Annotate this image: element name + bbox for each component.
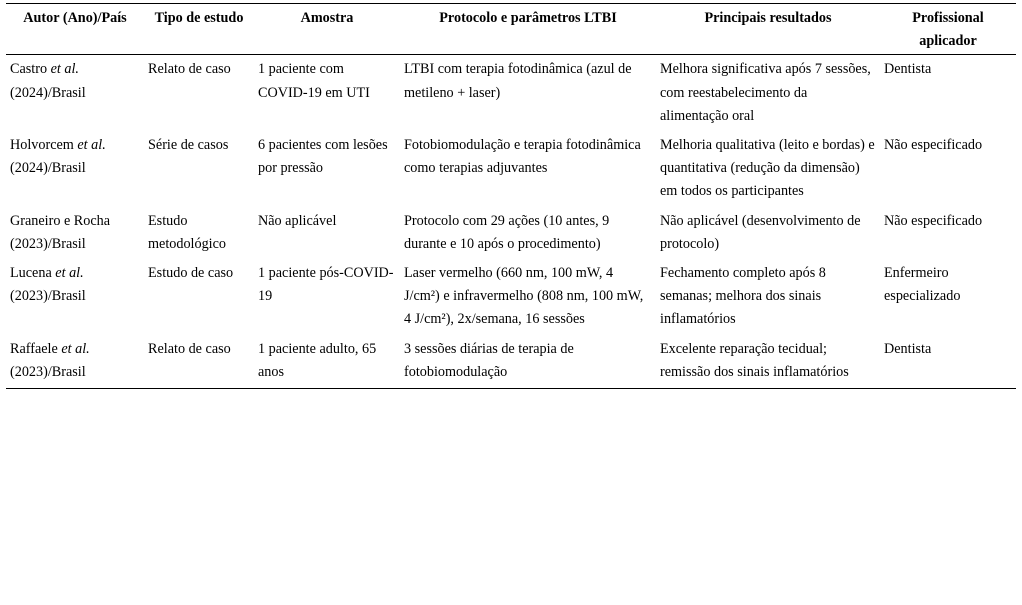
cell-tipo: Estudo de caso — [148, 265, 234, 282]
table-body — [6, 55, 1016, 389]
author-etal: et al. — [47, 61, 79, 78]
cell-autor — [6, 256, 144, 332]
cell-resultados: Melhora significativa após 7 sessões, com reestabelecimento da alimentação oral — [660, 61, 871, 124]
author-name: Raffaele — [10, 340, 58, 357]
table-row — [6, 55, 1016, 128]
author-name: Lucena — [10, 265, 52, 282]
header-amostra: Amostra — [254, 4, 400, 55]
cell-autor — [6, 128, 144, 204]
table-header — [6, 4, 1016, 55]
header-profissional: Profissional aplicador — [880, 4, 1016, 55]
cell-tipo: Série de casos — [148, 137, 229, 154]
cell-resultados: Não aplicável (desenvolvimento de protocolo) — [660, 212, 861, 252]
author-year: (2024)/Brasil — [10, 160, 86, 177]
author-etal: et al. — [73, 137, 106, 154]
cell-resultados: Excelente reparação tecidual; remissão dos sinais inflamatórios — [656, 332, 880, 389]
table-row — [6, 128, 1016, 204]
author-year: (2023)/Brasil — [10, 363, 86, 380]
header-autor: Autor (Ano)/País — [6, 4, 144, 55]
cell-amostra: 1 paciente pós-COVID-19 — [258, 265, 394, 305]
header-resultados: Principais resultados — [656, 4, 880, 55]
table-row — [6, 256, 1016, 332]
table-row — [6, 332, 1016, 389]
cell-profissional: Não especificado — [884, 137, 983, 154]
author-etal: et al. — [57, 340, 90, 357]
cell-autor — [6, 55, 144, 128]
cell-amostra: 6 pacientes com lesões por pressão — [258, 137, 388, 177]
cell-amostra: Não aplicável — [258, 212, 337, 229]
cell-profissional: Dentista — [884, 61, 932, 78]
author-name: Graneiro e Rocha — [10, 212, 111, 229]
author-year: (2024)/Brasil — [10, 84, 86, 101]
cell-resultados: Fechamento completo após 8 semanas; melhora dos sinais inflamatórios — [660, 265, 826, 328]
cell-tipo: Estudo metodológico — [148, 212, 227, 252]
cell-autor — [6, 204, 144, 256]
cell-resultados: Melhoria qualitativa (leito e bordas) e quantitativa (redução da dimensão) em todos os participantes — [660, 137, 875, 200]
author-year: (2023)/Brasil — [10, 235, 86, 252]
cell-amostra: 1 paciente com COVID-19 em UTI — [258, 61, 370, 101]
cell-protocolo: Protocolo com 29 ações (10 antes, 9 durante e 10 após o procedimento) — [404, 212, 610, 252]
cell-profissional: Dentista — [880, 332, 1016, 389]
cell-tipo: Relato de caso — [144, 332, 254, 389]
cell-protocolo: 3 sessões diárias de terapia de fotobiomodulação — [400, 332, 656, 389]
cell-autor — [6, 332, 144, 389]
cell-protocolo: Fotobiomodulação e terapia fotodinâmica como terapias adjuvantes — [404, 137, 641, 177]
author-name: Castro — [10, 61, 48, 78]
cell-profissional: Não especificado — [884, 212, 983, 229]
studies-table — [6, 3, 1016, 389]
cell-profissional: Enfermeiro especializado — [884, 265, 961, 305]
author-name: Holvorcem — [10, 137, 74, 154]
header-tipo: Tipo de estudo — [144, 4, 254, 55]
cell-amostra: 1 paciente adulto, 65 anos — [254, 332, 400, 389]
cell-protocolo: LTBI com terapia fotodinâmica (azul de metileno + laser) — [404, 61, 632, 101]
author-year: (2023)/Brasil — [10, 288, 86, 305]
cell-tipo: Relato de caso — [148, 61, 231, 78]
author-etal: et al. — [51, 265, 84, 282]
header-protocolo: Protocolo e parâmetros LTBI — [400, 4, 656, 55]
cell-protocolo: Laser vermelho (660 nm, 100 mW, 4 J/cm²) e infravermelho (808 nm, 100 mW, 4 J/cm²), 2x/semana, 16 sessões — [404, 265, 644, 328]
table-row — [6, 204, 1016, 256]
header-row — [6, 4, 1016, 55]
